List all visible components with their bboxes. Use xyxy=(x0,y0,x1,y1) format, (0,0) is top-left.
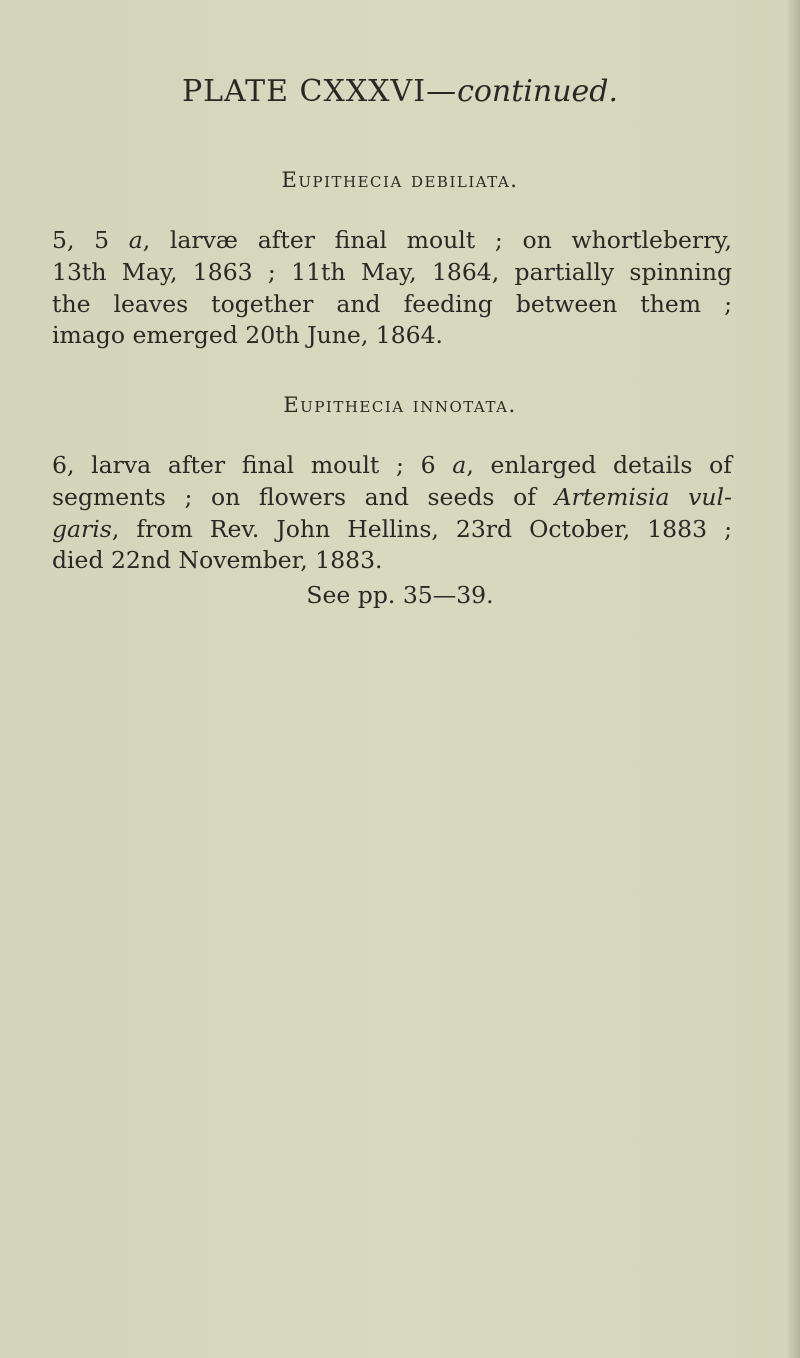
text-line: 5, 5 a, larvæ after final moult ; on whortleberry, xyxy=(52,226,732,254)
species-heading-innotata: Eupithecia innotata. xyxy=(283,393,517,417)
text-line: 6, larva after final moult ; 6 a, enlarged details of xyxy=(52,451,732,479)
text-line: garis, from Rev. John Hellins, 23rd October, 1883 ; xyxy=(52,515,732,543)
plate-title: PLATE CXXXVI—continued. xyxy=(181,74,619,109)
page-edge-shadow xyxy=(786,0,800,1358)
plate-title-main: PLATE CXXXVI xyxy=(181,74,427,109)
text-line: 13th May, 1863 ; 11th May, 1864, partially spinning xyxy=(52,258,732,286)
page-reference: See pp. 35—39. xyxy=(306,581,494,609)
text-line: imago emerged 20th June, 1864. xyxy=(52,321,444,349)
species-heading-debiliata: Eupithecia debiliata. xyxy=(281,168,519,192)
text-line: died 22nd November, 1883. xyxy=(52,546,383,574)
plate-title-continued: continued. xyxy=(457,74,619,109)
text-line: the leaves together and feeding between them ; xyxy=(52,290,732,318)
text-line: segments ; on flowers and seeds of Artemisia vul- xyxy=(52,483,732,511)
